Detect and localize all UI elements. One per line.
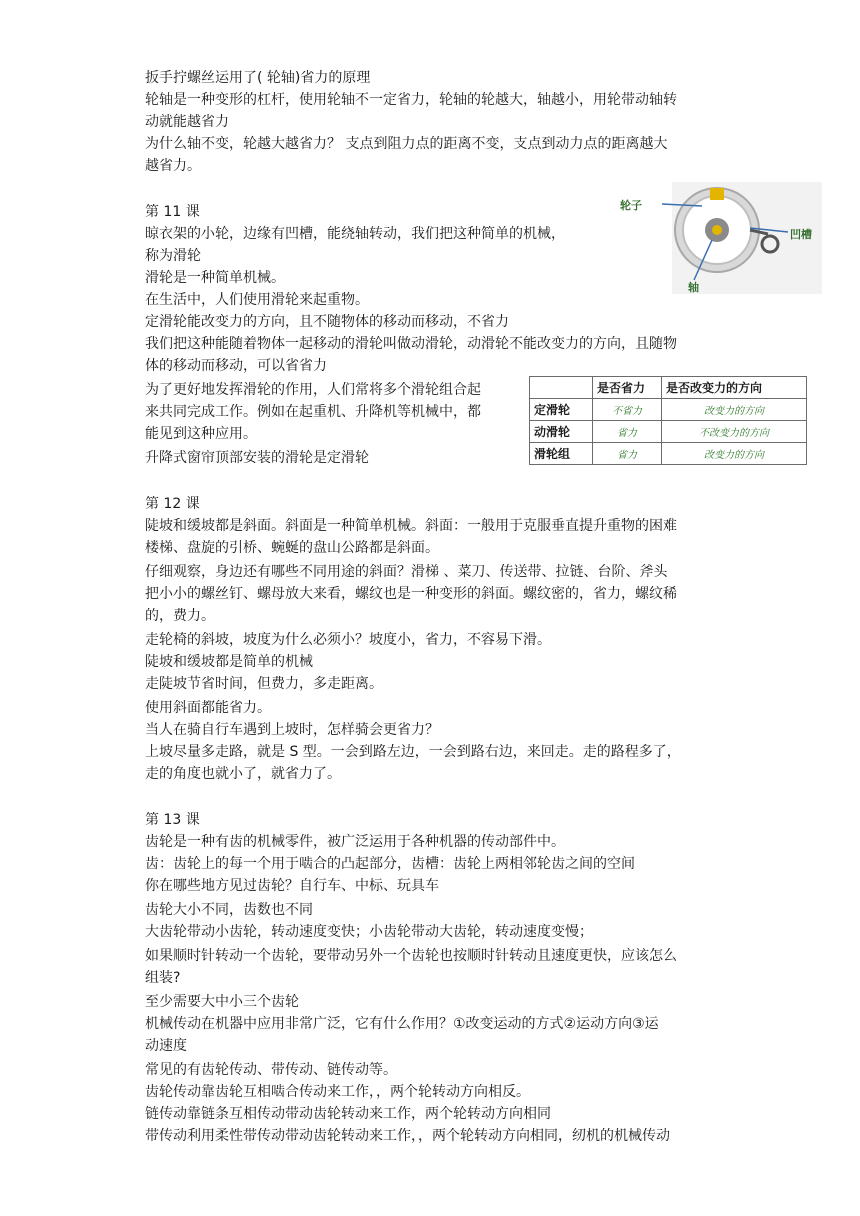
- text-line: 轮轴是一种变形的杠杆，使用轮轴不一定省力，轮轴的轮越大，轴越小，用轮带动轴转: [145, 92, 677, 108]
- text-line: 走的角度也就小了，就省力了。: [145, 766, 341, 782]
- text-line: 来共同完成工作。例如在起重机、升降机等机械中，都: [145, 404, 481, 420]
- text-line: 走轮椅的斜坡，坡度为什么必须小？坡度小，省力，不容易下滑。: [145, 632, 551, 648]
- text-line: 机械传动在机器中应用非常广泛，它有什么作用？①改变运动的方式②运动方向③运: [145, 1016, 659, 1032]
- text-line: 上坡尽量多走路，就是 S 型。一会到路左边，一会到路右边，来回走。走的路程多了，: [145, 744, 681, 760]
- text-line: 走陡坡节省时间，但费力，多走距离。: [145, 676, 383, 692]
- text-line: 动速度: [145, 1038, 187, 1054]
- text-line: 陡坡和缓坡都是斜面。斜面是一种简单机械。斜面：一般用于克服垂直提升重物的困难: [145, 518, 677, 534]
- table-cell: 不改变力的方向: [662, 421, 807, 443]
- text-line: 动就能越省力: [145, 114, 229, 130]
- text-line: 楼梯、盘旋的引桥、蜿蜒的盘山公路都是斜面。: [145, 540, 439, 556]
- text-line: 把小小的螺丝钉、螺母放大来看，螺纹也是一种变形的斜面。螺纹密的，省力，螺纹稀: [145, 586, 677, 602]
- table-cell: 改变力的方向: [662, 399, 807, 421]
- table-cell: 定滑轮: [530, 399, 593, 421]
- table-row: [530, 443, 807, 465]
- text-line: 能见到这种应用。: [145, 426, 257, 442]
- text-line: 为什么轴不变，轮越大越省力？ 支点到阻力点的距离不变，支点到动力点的距离越大: [145, 136, 668, 152]
- pulley-figure: [612, 182, 826, 294]
- table-cell: 省力: [593, 443, 662, 465]
- text-line: 链传动靠链条互相传动带动齿轮转动来工作，两个轮转动方向相同: [145, 1106, 551, 1122]
- label-wheel: 轮子: [620, 199, 642, 212]
- text-line: 组装?: [145, 970, 181, 986]
- text-line: 齿：齿轮上的每一个用于啮合的凸起部分，齿槽：齿轮上两相邻轮齿之间的空间: [145, 856, 635, 872]
- text-line: 你在哪些地方见过齿轮？自行车、中标、玩具车: [145, 878, 439, 894]
- text-line: 常见的有齿轮传动、带传动、链传动等。: [145, 1062, 397, 1078]
- table-row: [530, 421, 807, 443]
- table-cell: 省力: [593, 421, 662, 443]
- text-line: 越省力。: [145, 158, 201, 174]
- text-line: 带传动利用柔性带传动带动齿轮转动来工作，，两个轮转动方向相同，纫机的机械传动: [145, 1128, 670, 1144]
- text-line: 齿轮是一种有齿的机械零件，被广泛运用于各种机器的传动部件中。: [145, 834, 565, 850]
- table-cell: 滑轮组: [530, 443, 593, 465]
- text-line: 称为滑轮: [145, 248, 201, 264]
- text-line: 大齿轮带动小齿轮，转动速度变快；小齿轮带动大齿轮，转动速度变慢；: [145, 924, 593, 940]
- text-line: 为了更好地发挥滑轮的作用，人们常将多个滑轮组合起: [145, 382, 481, 398]
- text-line: 齿轮大小不同，齿数也不同: [145, 902, 313, 918]
- text-line: 使用斜面都能省力。: [145, 700, 271, 716]
- text-line: 滑轮是一种简单机械。: [145, 270, 285, 286]
- table-header-row: [530, 377, 807, 399]
- text-line: 升降式窗帘顶部安装的滑轮是定滑轮: [145, 450, 369, 466]
- table-header: 是否改变力的方向: [662, 377, 807, 399]
- text-line: 定滑轮能改变力的方向，且不随物体的移动而移动，不省力: [145, 314, 509, 330]
- lesson-heading: 第 11 课: [145, 204, 200, 220]
- table-header: 是否省力: [593, 377, 662, 399]
- text-line: 陡坡和缓坡都是简单的机械: [145, 654, 313, 670]
- text-line: 如果顺时针转动一个齿轮，要带动另外一个齿轮也按顺时针转动且速度更快，应该怎么: [145, 948, 677, 964]
- text-line: 在生活中，人们使用滑轮来起重物。: [145, 292, 369, 308]
- text-line: 扳手拧螺丝运用了( 轮轴)省力的原理: [145, 70, 371, 86]
- text-line: 仔细观察，身边还有哪些不同用途的斜面？滑梯 、菜刀、传送带、拉链、台阶、斧头: [145, 564, 668, 580]
- text-line: 我们把这种能随着物体一起移动的滑轮叫做动滑轮，动滑轮不能改变力的方向，且随物: [145, 336, 677, 352]
- text-line: 的，费力。: [145, 608, 215, 624]
- text-line: 至少需要大中小三个齿轮: [145, 994, 299, 1010]
- text-line: 当人在骑自行车遇到上坡时，怎样骑会更省力？: [145, 722, 439, 738]
- pulley-comparison-table: [529, 376, 807, 465]
- lesson-heading: 第 12 课: [145, 496, 200, 512]
- text-line: 晾衣架的小轮，边缘有凹槽，能绕轴转动，我们把这种简单的机械，: [145, 226, 565, 242]
- label-axle: 轴: [688, 281, 699, 294]
- text-line: 体的移动而移动，可以省省力: [145, 358, 327, 374]
- table-cell: 动滑轮: [530, 421, 593, 443]
- table-cell: 改变力的方向: [662, 443, 807, 465]
- table-cell: 不省力: [593, 399, 662, 421]
- text-line: 齿轮传动靠齿轮互相啮合传动来工作，，两个轮转动方向相反。: [145, 1084, 530, 1100]
- table-header: [530, 377, 593, 399]
- table-row: [530, 399, 807, 421]
- label-groove: 凹槽: [790, 228, 812, 241]
- lesson-heading: 第 13 课: [145, 812, 200, 828]
